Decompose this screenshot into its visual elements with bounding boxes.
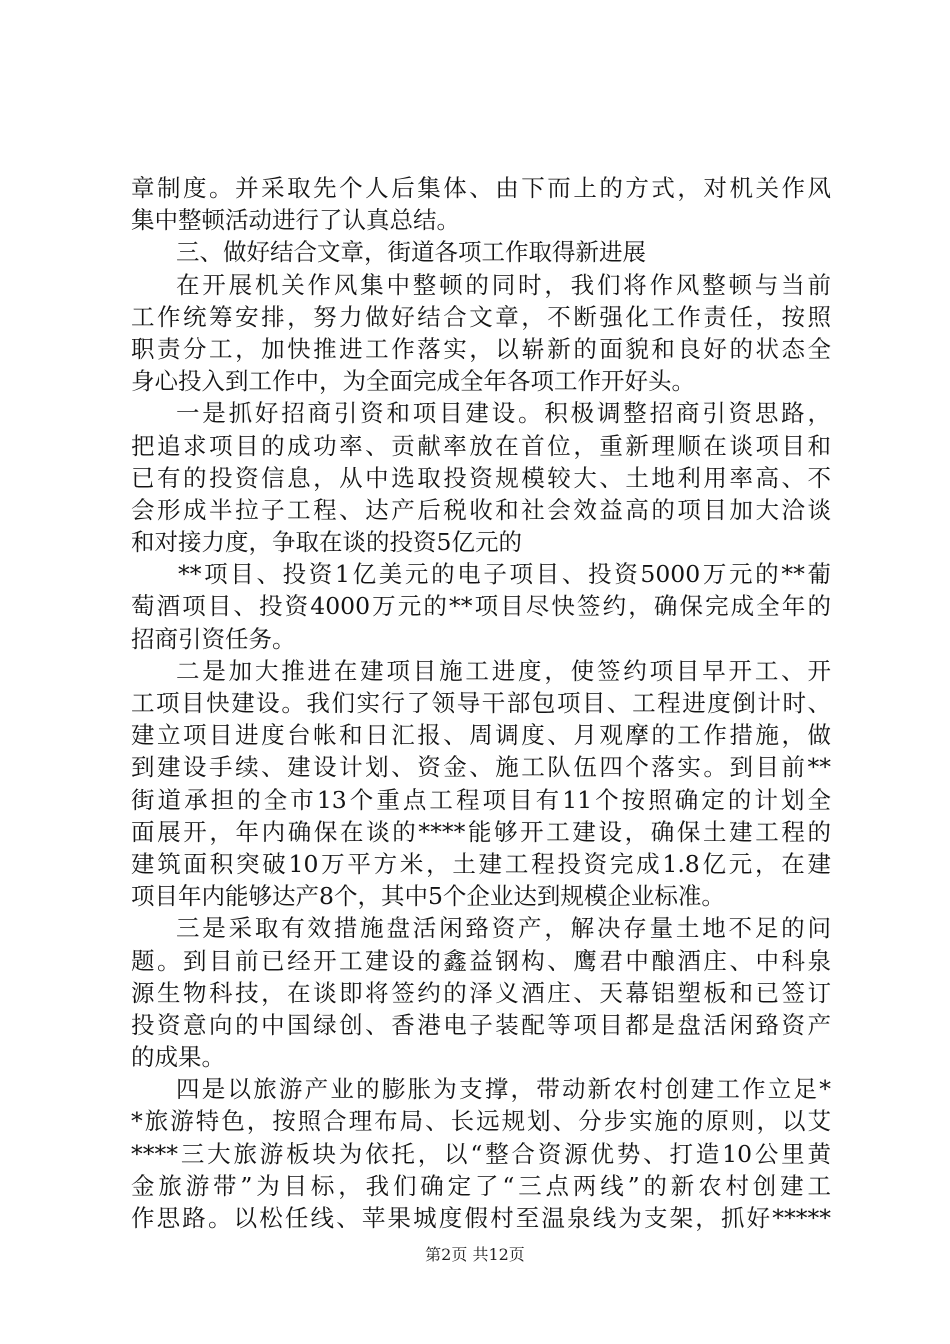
text-line: 已有的投资信息，从中选取投资规模较大、土地利用率高、不 <box>131 463 831 492</box>
text-line: 的成果。 <box>131 1043 225 1072</box>
text-line: 面展开，年内确保在谈的****能够开工建设，确保土建工程的 <box>131 817 831 846</box>
page-footer: 第2页 共12页 <box>425 1245 525 1264</box>
text-line: 职责分工，加快推进工作落实，以崭新的面貌和良好的状态全 <box>131 334 831 363</box>
text-line: *旅游特色，按照合理布局、长远规划、分步实施的原则，以艾 <box>131 1107 831 1136</box>
text-line: 投资意向的中国绿创、香港电子装配等项目都是盘活闲臵资产 <box>131 1010 831 1039</box>
text-line: 源生物科技，在谈即将签约的泽义酒庄、天幕铝塑板和已签订 <box>131 978 831 1007</box>
text-line: ****三大旅游板块为依托，以“整合资源优势、打造10公里黄 <box>131 1139 831 1168</box>
text-line: 街道承担的全市13个重点工程项目有11个按照确定的计划全 <box>131 785 831 814</box>
text-line: 章制度。并采取先个人后集体、由下而上的方式，对机关作风 <box>131 174 831 202</box>
text-line: 题。到目前已经开工建设的鑫益钢构、鹰君中酿酒庄、中科泉 <box>131 946 831 975</box>
text-line: 会形成半拉子工程、达产后税收和社会效益高的项目加大洽谈 <box>131 495 831 524</box>
text-line: 招商引资任务。 <box>131 624 296 653</box>
text-line: **项目、投资1亿美元的电子项目、投资5000万元的**葡 <box>178 560 831 589</box>
document-body <box>131 172 831 1234</box>
text-line: 和对接力度，争取在谈的投资5亿元的 <box>131 528 522 557</box>
text-line: 建筑面积突破10万平方米，土建工程投资完成1.8亿元，在建 <box>131 849 831 878</box>
text-line: 四是以旅游产业的膨胀为支撑，带动新农村创建工作立足* <box>176 1075 831 1104</box>
text-line: 集中整顿活动进行了认真总结。 <box>131 206 460 235</box>
section-heading: 三、做好结合文章，街道各项工作取得新进展 <box>176 238 646 267</box>
text-line: 到建设手续、建设计划、资金、施工队伍四个落实。到目前** <box>131 753 831 782</box>
text-line: 金旅游带”为目标，我们确定了“三点两线”的新农村创建工 <box>131 1171 831 1200</box>
text-line: 工作统筹安排，努力做好结合文章，不断强化工作责任，按照 <box>131 302 831 331</box>
text-line: 作思路。以松任线、苹果城度假村至温泉线为支架，抓好***** <box>131 1204 831 1232</box>
text-line: 三是采取有效措施盘活闲臵资产，解决存量土地不足的问 <box>176 914 831 943</box>
text-line: 身心投入到工作中，为全面完成全年各项工作开好头。 <box>131 367 695 396</box>
text-line: 在开展机关作风集中整顿的同时，我们将作风整顿与当前 <box>176 270 831 299</box>
text-line: 项目年内能够达产8个，其中5个企业达到规模企业标准。 <box>131 882 725 911</box>
text-line: 工项目快建设。我们实行了领导干部包项目、工程进度倒计时、 <box>131 689 831 717</box>
text-line: 建立项目进度台帐和日汇报、周调度、月观摩的工作措施，做 <box>131 721 831 750</box>
text-line: 把追求项目的成功率、贡献率放在首位，重新理顺在谈项目和 <box>131 431 831 460</box>
text-line: 二是加大推进在建项目施工进度，使签约项目早开工、开 <box>176 656 831 685</box>
text-line: 一是抓好招商引资和项目建设。积极调整招商引资思路， <box>176 399 831 428</box>
text-line: 萄酒项目、投资4000万元的**项目尽快签约，确保完成全年的 <box>131 592 831 621</box>
